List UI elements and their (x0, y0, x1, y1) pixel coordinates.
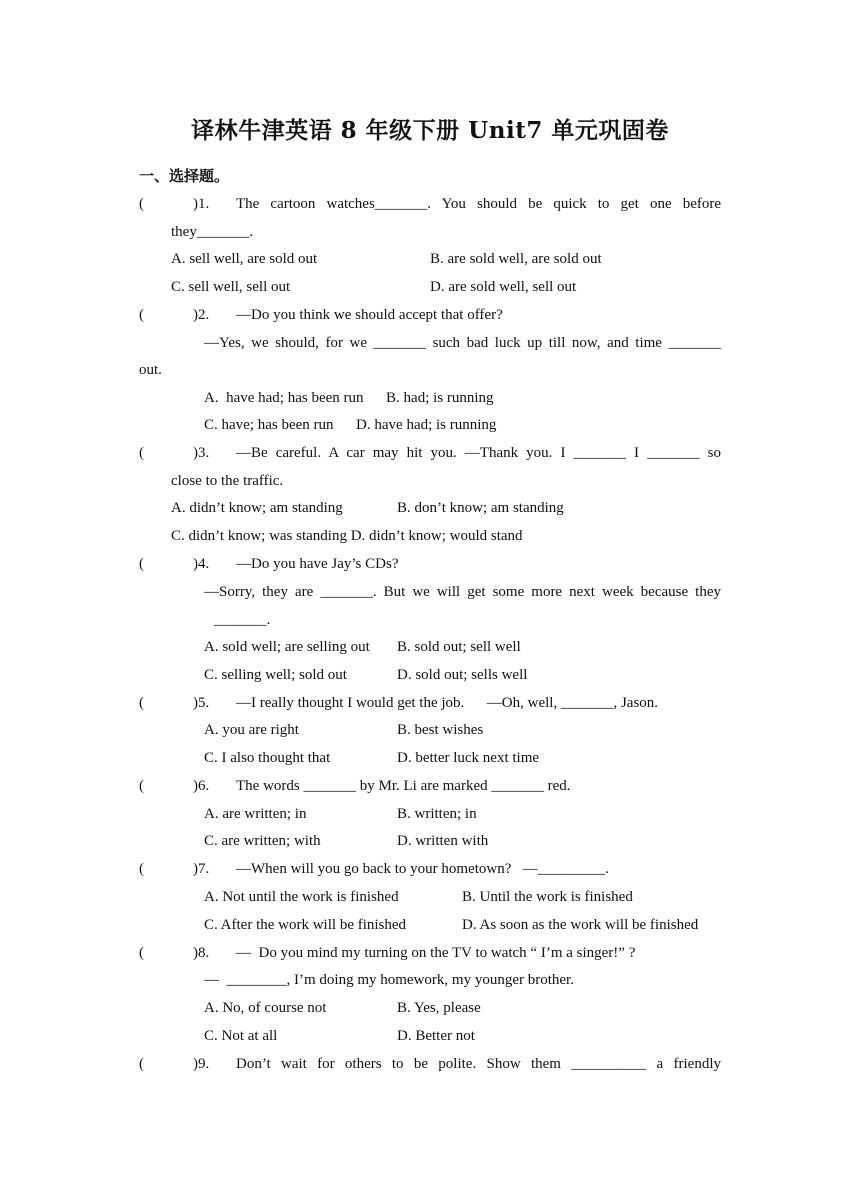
answer-bracket: ( (139, 778, 144, 794)
option-a: A. Not until the work is finished (204, 889, 399, 905)
question-stem: —When will you go back to your hometown? —_________. (236, 861, 609, 877)
answer-bracket: ( (139, 556, 144, 572)
option-c: C. sell well, sell out (171, 279, 291, 295)
question-stem: —Be careful. A car may hit you. —Thank you. I _______ I _______ so (236, 445, 721, 461)
question-stem-cont: _______. (214, 612, 271, 628)
option-a-b: A. have had; has been run B. had; is running (204, 390, 494, 406)
answer-bracket: ( (139, 1056, 144, 1072)
option-b: B. sold out; sell well (397, 639, 521, 655)
option-a: A. didn’t know; am standing (171, 500, 343, 516)
option-d: D. are sold well, sell out (430, 279, 577, 295)
answer-bracket: ( (139, 945, 144, 961)
question-stem-cont: close to the traffic. (171, 473, 284, 489)
option-c: C. Not at all (204, 1028, 278, 1044)
option-c-d: C. didn’t know; was standing D. didn’t know; would stand (171, 528, 523, 544)
question-number: )3. (193, 445, 210, 461)
option-d: D. sold out; sells well (397, 667, 528, 683)
option-d: D. better luck next time (397, 750, 540, 766)
option-b: B. are sold well, are sold out (430, 251, 602, 267)
question-stem: —Do you have Jay’s CDs? (236, 556, 399, 572)
document-title: 译林牛津英语 8 年级下册 Unit7 单元巩固卷 (191, 117, 669, 144)
option-b: B. Yes, please (397, 1000, 481, 1016)
question-stem: —Do you think we should accept that offer? (236, 307, 503, 323)
question-number: )4. (193, 556, 210, 572)
answer-bracket: ( (139, 196, 144, 212)
option-d: D. As soon as the work will be finished (462, 917, 699, 933)
question-number: )7. (193, 861, 210, 877)
question-stem: The words _______ by Mr. Li are marked _______ red. (236, 778, 571, 794)
question-stem: —I really thought I would get the job. —Oh, well, _______, Jason. (236, 695, 659, 711)
question-number: )8. (193, 945, 210, 961)
question-stem-cont: — ________, I’m doing my homework, my younger brother. (204, 972, 574, 988)
option-c: C. I also thought that (204, 750, 331, 766)
question-stem: The cartoon watches_______. You should be quick to get one before (236, 196, 721, 212)
option-c: C. are written; with (204, 833, 321, 849)
answer-bracket: ( (139, 445, 144, 461)
option-d: D. Better not (397, 1028, 475, 1044)
answer-bracket: ( (139, 861, 144, 877)
option-a: A. No, of course not (204, 1000, 327, 1016)
option-c: C. After the work will be finished (204, 917, 407, 933)
question-stem: — Do you mind my turning on the TV to watch “ I’m a singer!” ? (236, 945, 636, 961)
answer-bracket: ( (139, 307, 144, 323)
question-number: )5. (193, 695, 210, 711)
question-number: )6. (193, 778, 210, 794)
option-c: C. selling well; sold out (204, 667, 347, 683)
option-a: A. you are right (204, 722, 299, 738)
option-b: B. best wishes (397, 722, 484, 738)
question-number: )9. (193, 1056, 210, 1072)
section-heading: 一、选择题。 (139, 167, 230, 185)
option-d: D. written with (397, 833, 489, 849)
question-stem-cont: —Sorry, they are _______. But we will get some more next week because they (204, 584, 721, 600)
answer-bracket: ( (139, 695, 144, 711)
option-b: B. Until the work is finished (462, 889, 633, 905)
question-stem: Don’t wait for others to be polite. Show them __________ a friendly (236, 1056, 721, 1072)
question-stem-cont: out. (139, 362, 162, 378)
option-b: B. written; in (397, 806, 477, 822)
option-c-d: C. have; has been run D. have had; is running (204, 417, 497, 433)
option-b: B. don’t know; am standing (397, 500, 564, 516)
question-number: )2. (193, 307, 210, 323)
question-number: )1. (193, 196, 210, 212)
question-stem-cont: —Yes, we should, for we _______ such bad luck up till now, and time _______ (204, 335, 721, 351)
question-stem-cont: they_______. (171, 224, 254, 240)
option-a: A. are written; in (204, 806, 307, 822)
option-a: A. sold well; are selling out (204, 639, 370, 655)
option-a: A. sell well, are sold out (171, 251, 318, 267)
